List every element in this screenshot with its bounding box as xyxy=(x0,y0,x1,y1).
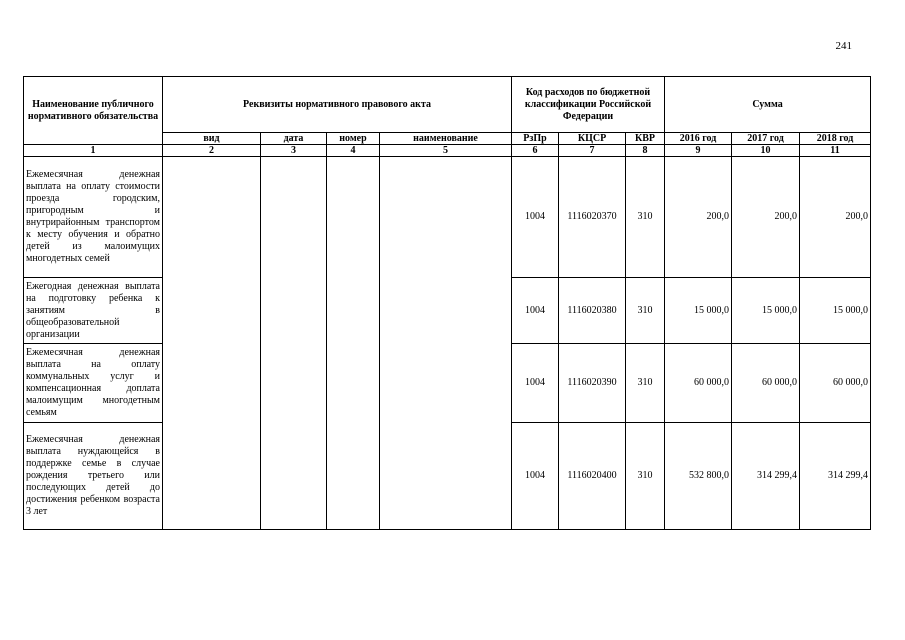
rzpr-cell: 1004 xyxy=(512,157,559,278)
column-index: 6 xyxy=(512,145,559,157)
column-index: 1 xyxy=(24,145,163,157)
act-title-cell xyxy=(380,157,512,530)
kvr-cell: 310 xyxy=(626,344,665,423)
obligation-name: Ежемесячная денежная выплата на оплату коммунальных услуг и компенсационная доплата малоимущим многодетным семьям xyxy=(24,344,163,423)
kcsr-cell: 1116020390 xyxy=(559,344,626,423)
header-expense-code: Код расходов по бюджетной классификации Российской Федерации xyxy=(512,77,665,133)
amount-2016: 200,0 xyxy=(665,157,732,278)
header-sum: Сумма xyxy=(665,77,871,133)
header-act-requisites: Реквизиты нормативного правового акта xyxy=(163,77,512,133)
kvr-cell: 310 xyxy=(626,157,665,278)
amount-2018: 15 000,0 xyxy=(800,278,871,344)
header-type: вид xyxy=(163,133,261,145)
header-title: наименование xyxy=(380,133,512,145)
kvr-cell: 310 xyxy=(626,423,665,530)
act-number-cell xyxy=(327,157,380,530)
amount-2017: 314 299,4 xyxy=(732,423,800,530)
header-rzpr: РзПр xyxy=(512,133,559,145)
rzpr-cell: 1004 xyxy=(512,278,559,344)
column-index: 10 xyxy=(732,145,800,157)
amount-2018: 60 000,0 xyxy=(800,344,871,423)
budget-obligations-table xyxy=(23,76,871,530)
column-index: 4 xyxy=(327,145,380,157)
amount-2017: 200,0 xyxy=(732,157,800,278)
column-index-row xyxy=(24,145,871,157)
header-2017: 2017 год xyxy=(732,133,800,145)
column-index: 7 xyxy=(559,145,626,157)
column-index: 8 xyxy=(626,145,665,157)
kcsr-cell: 1116020370 xyxy=(559,157,626,278)
act-date-cell xyxy=(261,157,327,530)
obligation-name: Ежемесячная денежная выплата на оплату стоимости проезда городским, пригородным и внутрирайонным транспортом к месту обучения и обратно детей из малоимущих многодетных семей xyxy=(24,157,163,278)
table-row xyxy=(24,157,871,278)
amount-2016: 15 000,0 xyxy=(665,278,732,344)
amount-2016: 532 800,0 xyxy=(665,423,732,530)
header-number: номер xyxy=(327,133,380,145)
column-index: 2 xyxy=(163,145,261,157)
kcsr-cell: 1116020400 xyxy=(559,423,626,530)
amount-2018: 314 299,4 xyxy=(800,423,871,530)
kvr-cell: 310 xyxy=(626,278,665,344)
header-obligation-name: Наименование публичного нормативного обязательства xyxy=(24,77,163,145)
header-date: дата xyxy=(261,133,327,145)
column-index: 11 xyxy=(800,145,871,157)
header-2018: 2018 год xyxy=(800,133,871,145)
column-index: 9 xyxy=(665,145,732,157)
rzpr-cell: 1004 xyxy=(512,344,559,423)
act-type-cell xyxy=(163,157,261,530)
obligation-name: Ежегодная денежная выплата на подготовку ребенка к занятиям в общеобразовательной организации xyxy=(24,278,163,344)
amount-2016: 60 000,0 xyxy=(665,344,732,423)
kcsr-cell: 1116020380 xyxy=(559,278,626,344)
amount-2017: 60 000,0 xyxy=(732,344,800,423)
header-2016: 2016 год xyxy=(665,133,732,145)
rzpr-cell: 1004 xyxy=(512,423,559,530)
page-number: 241 xyxy=(835,40,852,52)
column-index: 5 xyxy=(380,145,512,157)
column-index: 3 xyxy=(261,145,327,157)
header-kcsr: КЦСР xyxy=(559,133,626,145)
obligation-name: Ежемесячная денежная выплата нуждающейся в поддержке семье в случае рождения третьего или последующих детей до достижения ребенком возраста 3 лет xyxy=(24,423,163,530)
amount-2018: 200,0 xyxy=(800,157,871,278)
amount-2017: 15 000,0 xyxy=(732,278,800,344)
header-kvr: КВР xyxy=(626,133,665,145)
